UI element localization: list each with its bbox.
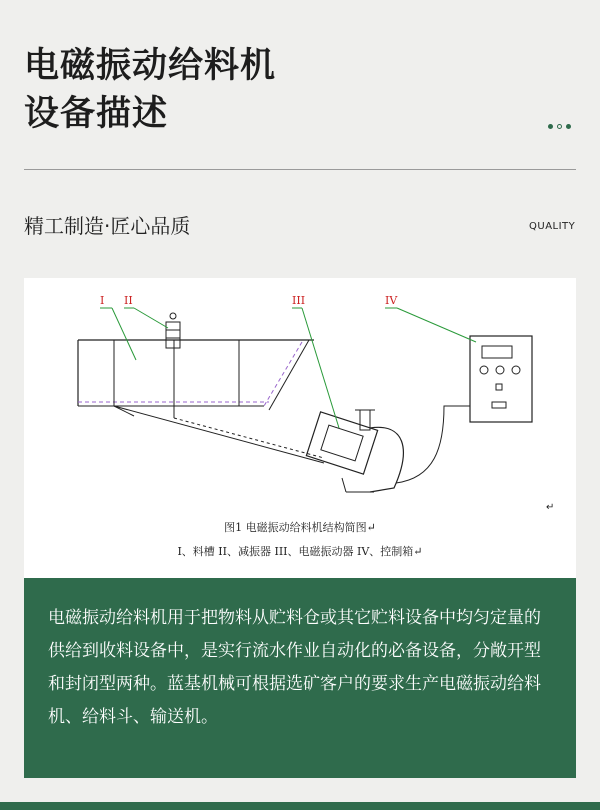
description-block — [24, 578, 576, 778]
return-mark: ↵ — [546, 502, 555, 513]
diagram-caption: 图1 电磁振动给料机结构简图↵ — [224, 521, 376, 534]
diagram-legend: I、料槽 II、减振器 III、电磁振动器 IV、控制箱↵ — [177, 545, 423, 558]
label-III: III — [292, 294, 306, 307]
description-text: 电磁振动给料机用于把物料从贮料仓或其它贮料设备中均匀定量的供给到收料设备中，是实行流水作业自动化的必备设备，分敞开型和封闭型两种。蓝基机械可根据选矿客户的要求生产电磁振动给料机、给料斗、输送机。 — [48, 608, 541, 727]
bottom-bar — [0, 802, 600, 810]
content-panel — [24, 278, 576, 778]
subtitle: 精工制造·匠心品质 — [24, 214, 191, 238]
divider — [24, 169, 576, 170]
title-line-2: 设备描述 — [24, 94, 169, 134]
label-I: I — [100, 294, 105, 307]
title-line-1: 电磁振动给料机 — [24, 46, 277, 86]
quality-badge: QUALITY — [529, 221, 576, 232]
label-IV: IV — [385, 294, 398, 307]
dots-indicator-icon — [548, 123, 576, 131]
page-title — [24, 42, 276, 138]
label-II: II — [124, 294, 133, 307]
